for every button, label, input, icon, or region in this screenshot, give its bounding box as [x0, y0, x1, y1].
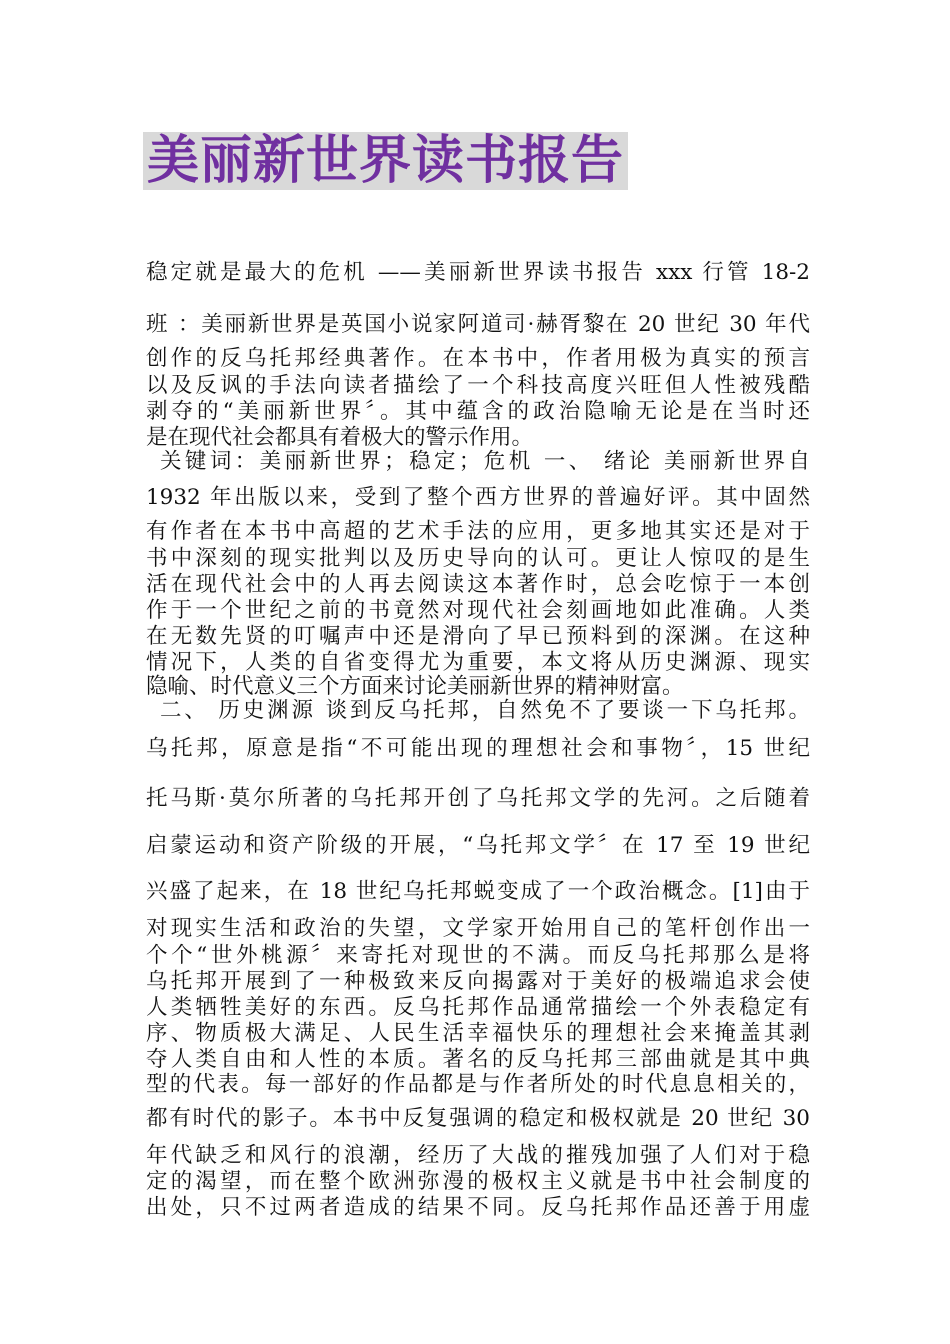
body-line: 型的代表。每一部好的作品都是与作者所处的时代息息相关的，	[146, 1072, 810, 1097]
body-line: 在无数先贤的叮嘱声中还是滑向了早已预料到的深渊。在这种	[146, 624, 810, 649]
body-line: 稳定就是最大的危机 ——美丽新世界读书报告 xxx 行管 18-2	[146, 260, 810, 285]
body-line: 剥夺的“美丽新世界〞。其中蕴含的政治隐喻无论是在当时还	[146, 399, 810, 424]
body-line: 作于一个世纪之前的书竟然对现代社会刻画地如此准确。人类	[146, 598, 810, 623]
body-line: 关键词：美丽新世界；稳定；危机 一、 绪论 美丽新世界自	[160, 449, 810, 474]
body-line: 情况下，人类的自省变得尤为重要，本文将从历史渊源、现实	[146, 650, 810, 675]
document-title: 美丽新世界读书报告	[143, 132, 628, 190]
body-line: 活在现代社会中的人再去阅读这本著作时，总会吃惊于一本创	[146, 572, 810, 597]
body-line: 是在现代社会都具有着极大的警示作用。	[146, 425, 534, 450]
body-line: 对现实生活和政治的失望，文学家开始用自己的笔杆创作出一	[146, 916, 810, 941]
body-line: 有作者在本书中高超的艺术手法的应用，更多地其实还是对于	[146, 519, 810, 544]
body-line: 乌托邦开展到了一种极致来反向揭露对于美好的极端追求会使	[146, 969, 810, 994]
body-line: 隐喻、时代意义三个方面来讨论美丽新世界的精神财富。	[146, 674, 684, 699]
body-line: 定的渴望，而在整个欧洲弥漫的极权主义就是书中社会制度的	[146, 1169, 810, 1194]
body-line: 人类牺牲美好的东西。反乌托邦作品通常描绘一个外表稳定有	[146, 995, 810, 1020]
body-line: 乌托邦，原意是指“不可能出现的理想社会和事物〞，15 世纪	[146, 736, 810, 761]
body-line: 二、 历史渊源 谈到反乌托邦，自然免不了要谈一下乌托邦。	[160, 698, 810, 723]
body-line: 托马斯·莫尔所著的乌托邦开创了乌托邦文学的先河。之后随着	[146, 786, 810, 811]
body-line: 班 ：美丽新世界是英国小说家阿道司·赫胥黎在 20 世纪 30 年代	[146, 312, 810, 337]
body-line: 创作的反乌托邦经典著作。在本书中，作者用极为真实的预言	[146, 346, 810, 371]
body-line: 出处，只不过两者造成的结果不同。反乌托邦作品还善于用虚	[146, 1195, 810, 1220]
body-line: 以及反讽的手法向读者描绘了一个科技高度兴旺但人性被残酷	[146, 373, 810, 398]
body-line: 个个“世外桃源〞来寄托对现世的不满。而反乌托邦那么是将	[146, 943, 810, 968]
body-line: 都有时代的影子。本书中反复强调的稳定和极权就是 20 世纪 30	[146, 1106, 810, 1131]
body-line: 夺人类自由和人性的本质。著名的反乌托邦三部曲就是其中典	[146, 1047, 810, 1072]
body-line: 年代缺乏和风行的浪潮，经历了大战的摧残加强了人们对于稳	[146, 1143, 810, 1168]
body-line: 1932 年出版以来，受到了整个西方世界的普遍好评。其中固然	[146, 485, 810, 510]
body-line: 启蒙运动和资产阶级的开展，“乌托邦文学〞在 17 至 19 世纪	[146, 833, 810, 858]
body-line: 书中深刻的现实批判以及历史导向的认可。更让人惊叹的是生	[146, 546, 810, 571]
body-line: 兴盛了起来，在 18 世纪乌托邦蜕变成了一个政治概念。[1]由于	[146, 879, 810, 904]
body-line: 序、物质极大满足、人民生活幸福快乐的理想社会来掩盖其剥	[146, 1021, 810, 1046]
